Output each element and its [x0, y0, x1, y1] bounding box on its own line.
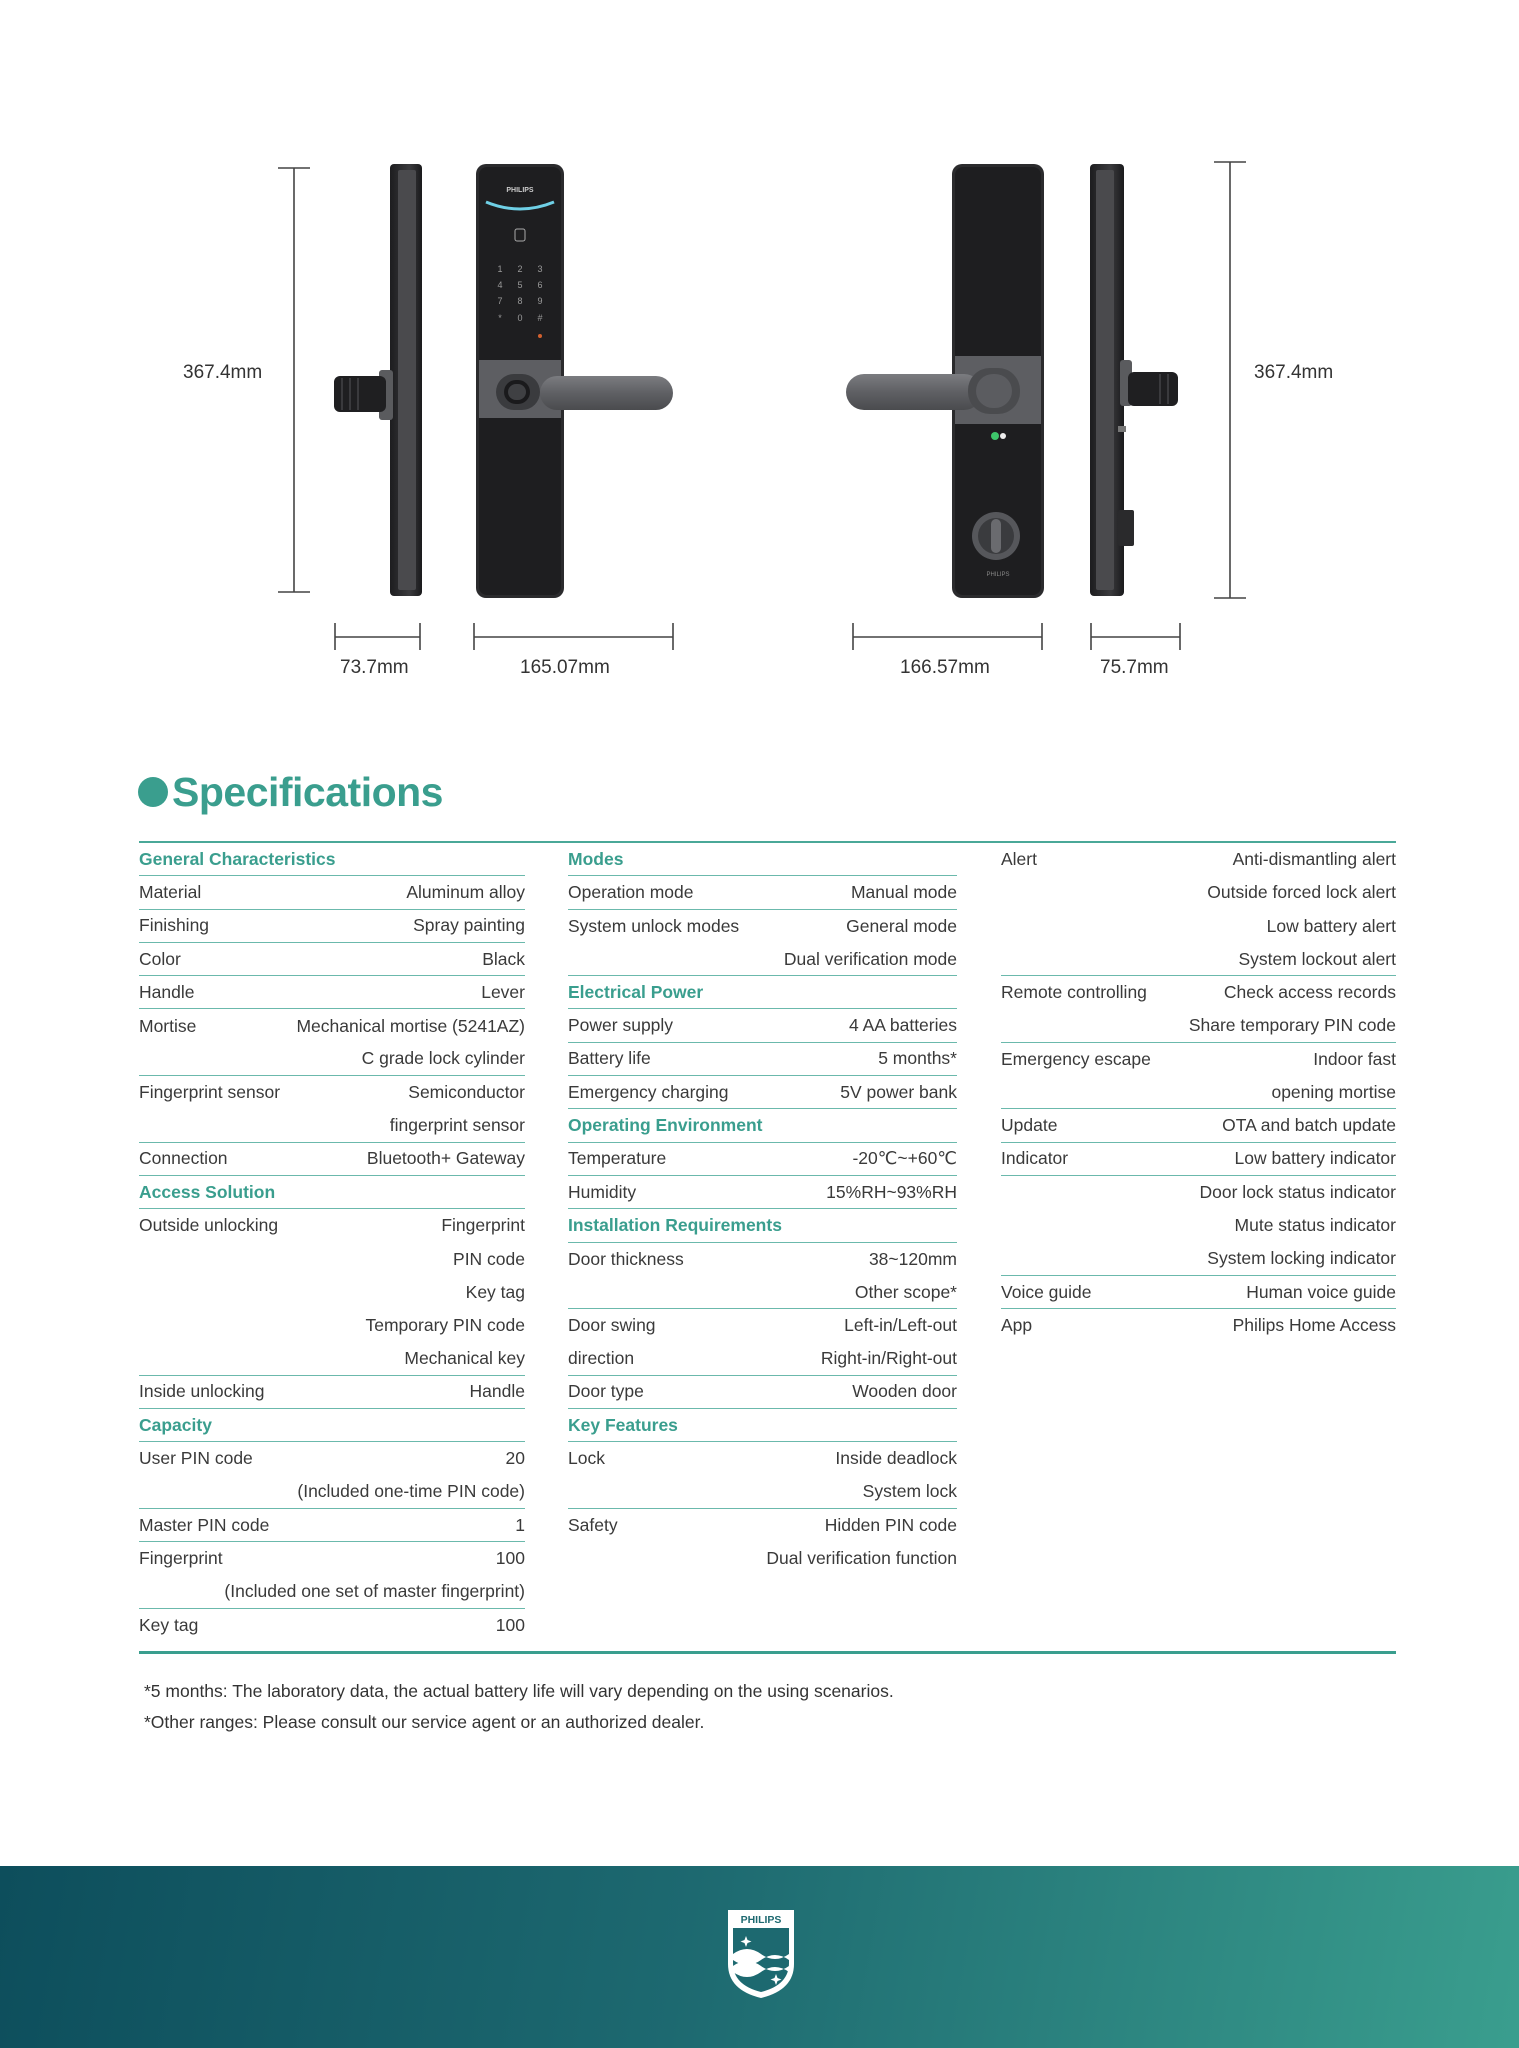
spec-value: -20℃~+60℃: [852, 1148, 957, 1169]
footnote-battery: *5 months: The laboratory data, the actual battery life will vary depending on the using scenarios.: [144, 1681, 894, 1701]
spec-label: User PIN code: [139, 1448, 253, 1469]
spec-value: Check access records: [1223, 982, 1396, 1003]
spec-value: Bluetooth+ Gateway: [366, 1148, 525, 1169]
spec-value: Anti-dismantling alert: [1232, 849, 1396, 870]
spec-value: Hidden PIN code: [824, 1515, 957, 1536]
spec-row: [568, 1243, 957, 1276]
back-side-width-label: 75.7mm: [1100, 657, 1169, 678]
spec-value: Low battery indicator: [1234, 1148, 1396, 1169]
spec-value: 4 AA batteries: [849, 1015, 957, 1036]
spec-label: Connection: [139, 1148, 228, 1169]
spec-label: Material: [139, 881, 202, 902]
svg-text:4: 4: [497, 280, 503, 290]
spec-value: Outside forced lock alert: [1207, 882, 1396, 903]
spec-value: Left-in/Left-out: [844, 1315, 957, 1336]
spec-label: Remote controlling: [1001, 982, 1147, 1003]
spec-section-header: [568, 1409, 957, 1442]
spec-label: Humidity: [568, 1181, 637, 1202]
spec-label: Emergency escape: [1001, 1048, 1151, 1069]
spec-row: [139, 1243, 525, 1276]
spec-row: [139, 1542, 525, 1575]
spec-column-1: [139, 843, 525, 1642]
svg-text:7: 7: [497, 296, 503, 306]
spec-value: Black: [482, 948, 525, 969]
dimension-drawing: [0, 0, 1519, 700]
spec-label: App: [1001, 1315, 1033, 1336]
spec-row: [139, 1076, 525, 1109]
specifications-heading: [138, 762, 443, 822]
spec-value: Door lock status indicator: [1199, 1182, 1396, 1203]
spec-label: Operation mode: [568, 881, 694, 902]
spec-row: [139, 876, 525, 909]
spec-label: direction: [568, 1348, 635, 1369]
spec-row: [568, 1476, 957, 1509]
spec-row: [139, 1476, 525, 1509]
spec-row: [568, 1342, 957, 1375]
spec-row: [568, 1076, 957, 1109]
spec-value: Inside deadlock: [835, 1448, 957, 1469]
spec-section-header: [139, 1176, 525, 1209]
spec-row: [139, 976, 525, 1009]
left-height-label: 367.4mm: [183, 362, 263, 383]
spec-row: [568, 1442, 957, 1475]
svg-text:1: 1: [497, 264, 503, 274]
spec-row: [1001, 1109, 1396, 1142]
spec-section-header: [139, 1409, 525, 1442]
svg-text:6: 6: [537, 280, 543, 290]
spec-value: Fingerprint: [441, 1215, 525, 1236]
spec-label: Door swing: [568, 1315, 656, 1336]
spec-value: opening mortise: [1271, 1081, 1396, 1102]
svg-text:*: *: [498, 313, 502, 323]
spec-row: [1001, 910, 1396, 943]
spec-row: [139, 1109, 525, 1142]
spec-value: 100: [495, 1548, 525, 1569]
spec-value: Mute status indicator: [1234, 1215, 1396, 1236]
spec-label: Voice guide: [1001, 1281, 1092, 1302]
spec-row: [568, 1009, 957, 1042]
footnotes: [144, 1676, 894, 1738]
spec-label: Emergency charging: [568, 1081, 729, 1102]
spec-label: Power supply: [568, 1015, 674, 1036]
philips-shield-logo: [724, 1906, 798, 2000]
back-width-label: 166.57mm: [900, 657, 990, 678]
spec-value: C grade lock cylinder: [361, 1048, 525, 1069]
spec-label: Update: [1001, 1115, 1058, 1136]
section-title: Electrical Power: [568, 981, 704, 1002]
svg-text:8: 8: [517, 296, 523, 306]
spec-row: [139, 1043, 525, 1076]
spec-row: [1001, 1309, 1396, 1342]
spec-label: Lock: [568, 1448, 605, 1469]
spec-label: Outside unlocking: [139, 1215, 279, 1236]
spec-row: [1001, 1176, 1396, 1209]
spec-row: [1001, 1076, 1396, 1109]
footnote-other-ranges: *Other ranges: Please consult our service agent or an authorized dealer.: [144, 1712, 705, 1732]
spec-row: [1001, 1043, 1396, 1076]
spec-row: [1001, 1243, 1396, 1276]
section-title: General Characteristics: [139, 848, 336, 869]
spec-row: [568, 1043, 957, 1076]
spec-row: [1001, 943, 1396, 976]
spec-row: [139, 1442, 525, 1475]
spec-section-header: [568, 1209, 957, 1242]
spec-label: Mortise: [139, 1015, 197, 1036]
spec-value: Mechanical key: [404, 1348, 525, 1369]
spec-row: [568, 1509, 957, 1542]
spec-value: Dual verification function: [766, 1548, 957, 1569]
spec-row: [139, 1009, 525, 1042]
spec-section-header: [568, 1109, 957, 1142]
bullet-dot-icon: [138, 777, 168, 807]
spec-label: Fingerprint: [139, 1548, 223, 1569]
spec-row: [139, 1209, 525, 1242]
spec-row: [568, 876, 957, 909]
right-height-dimension-line: [1214, 162, 1246, 598]
spec-section-header: [568, 976, 957, 1009]
specifications-title: Specifications: [172, 768, 443, 815]
spec-row: [1001, 1276, 1396, 1309]
spec-value: Share temporary PIN code: [1188, 1015, 1396, 1036]
spec-row: [568, 943, 957, 976]
spec-value: 38~120mm: [868, 1248, 957, 1269]
spec-value: Right-in/Right-out: [820, 1348, 957, 1369]
svg-text:3: 3: [537, 264, 543, 274]
spec-row: [139, 1576, 525, 1609]
spec-value: PIN code: [453, 1248, 525, 1269]
spec-value: System lockout alert: [1238, 948, 1396, 969]
width-dimension-lines: [335, 623, 1180, 650]
spec-label: Safety: [568, 1515, 618, 1536]
spec-row: [1001, 976, 1396, 1009]
spec-label: Temperature: [568, 1148, 667, 1169]
spec-row: [139, 1509, 525, 1542]
spec-row: [139, 943, 525, 976]
spec-row: [1001, 843, 1396, 876]
svg-text:PHILIPS: PHILIPS: [986, 572, 1010, 578]
spec-label: Color: [139, 948, 181, 969]
spec-value: Key tag: [465, 1282, 525, 1302]
section-title: Operating Environment: [568, 1115, 763, 1136]
right-height-label: 367.4mm: [1254, 362, 1334, 383]
spec-value: Human voice guide: [1246, 1281, 1396, 1302]
brand-wordmark: PHILIPS: [740, 1914, 782, 1926]
spec-row: [568, 1376, 957, 1409]
spec-value: Philips Home Access: [1232, 1315, 1396, 1336]
spec-row: [568, 1309, 957, 1342]
spec-value: Aluminum alloy: [406, 881, 525, 902]
back-side-profile: [1090, 164, 1178, 596]
section-title: Modes: [568, 848, 624, 869]
spec-value: Indoor fast: [1313, 1048, 1396, 1069]
spec-label: Finishing: [139, 915, 210, 936]
front-side-width-label: 73.7mm: [340, 657, 409, 678]
spec-label: Door thickness: [568, 1248, 684, 1269]
front-side-profile: [334, 164, 422, 596]
spec-row: [139, 1376, 525, 1409]
spec-row: [1001, 1009, 1396, 1042]
spec-value: Mechanical mortise (5241AZ): [296, 1015, 525, 1036]
spec-row: [568, 1143, 957, 1176]
spec-label: Inside unlocking: [139, 1381, 265, 1402]
spec-value: Lever: [481, 981, 525, 1002]
spec-row: [568, 1176, 957, 1209]
spec-value: 1: [515, 1514, 525, 1535]
spec-label: System unlock modes: [568, 915, 740, 936]
spec-value: (Included one-time PIN code): [297, 1481, 525, 1502]
svg-text:PHILIPS: PHILIPS: [506, 187, 534, 194]
spec-label: Indicator: [1001, 1148, 1069, 1169]
spec-value: System lock: [862, 1481, 957, 1502]
spec-row: [139, 1276, 525, 1309]
svg-text:2: 2: [517, 264, 523, 274]
spec-value: Wooden door: [852, 1381, 957, 1402]
spec-value: 5V power bank: [840, 1081, 957, 1102]
front-width-label: 165.07mm: [520, 657, 610, 678]
spec-value: Handle: [469, 1381, 525, 1402]
spec-row: [1001, 1209, 1396, 1242]
spec-section-header: [568, 843, 957, 876]
spec-label: Handle: [139, 981, 195, 1002]
spec-label: Master PIN code: [139, 1514, 270, 1535]
section-title: Installation Requirements: [568, 1214, 782, 1235]
spec-value: 5 months*: [878, 1048, 957, 1069]
spec-label: Door type: [568, 1381, 644, 1402]
spec-row: [139, 1143, 525, 1176]
back-view-lock: [846, 164, 1044, 598]
svg-text:#: #: [537, 313, 543, 323]
spec-value: 20: [505, 1448, 525, 1469]
spec-row: [139, 1342, 525, 1375]
spec-row: [568, 910, 957, 943]
spec-value: (Included one set of master fingerprint): [224, 1581, 525, 1602]
section-title: Access Solution: [139, 1181, 276, 1202]
spec-row: [568, 1276, 957, 1309]
spec-value: General mode: [846, 915, 957, 936]
spec-value: Temporary PIN code: [365, 1315, 525, 1336]
spec-value: System locking indicator: [1207, 1248, 1396, 1269]
section-title: Key Features: [568, 1414, 678, 1435]
spec-label: Alert: [1001, 849, 1037, 870]
spec-value: Semiconductor: [408, 1082, 525, 1103]
spec-value: fingerprint sensor: [389, 1115, 525, 1136]
spec-row: [568, 1542, 957, 1575]
spec-row: [1001, 1143, 1396, 1176]
spec-value: OTA and batch update: [1222, 1115, 1396, 1136]
svg-text:0: 0: [517, 313, 523, 323]
spec-row: [139, 1609, 525, 1642]
spec-column-3: [1001, 843, 1396, 1342]
svg-text:5: 5: [517, 280, 523, 290]
bottom-rule: [139, 1651, 1396, 1654]
left-height-dimension-line: [278, 168, 310, 592]
svg-text:9: 9: [537, 296, 543, 306]
spec-value: 15%RH~93%RH: [826, 1181, 957, 1202]
lock-diagram: [0, 0, 1519, 700]
front-view-lock: [476, 164, 673, 598]
spec-value: Manual mode: [850, 881, 957, 902]
spec-value: Other scope*: [854, 1281, 957, 1302]
spec-column-2: [568, 843, 957, 1576]
spec-row: [139, 910, 525, 943]
spec-row: [139, 1309, 525, 1342]
spec-label: Key tag: [139, 1614, 199, 1635]
spec-label: Battery life: [568, 1048, 651, 1069]
spec-label: Fingerprint sensor: [139, 1082, 281, 1103]
spec-value: Dual verification mode: [783, 948, 957, 969]
spec-value: Spray painting: [413, 915, 525, 936]
section-title: Capacity: [139, 1414, 212, 1435]
spec-row: [1001, 876, 1396, 909]
spec-value: 100: [495, 1614, 525, 1635]
spec-section-header: [139, 843, 525, 876]
spec-value: Low battery alert: [1266, 915, 1396, 936]
